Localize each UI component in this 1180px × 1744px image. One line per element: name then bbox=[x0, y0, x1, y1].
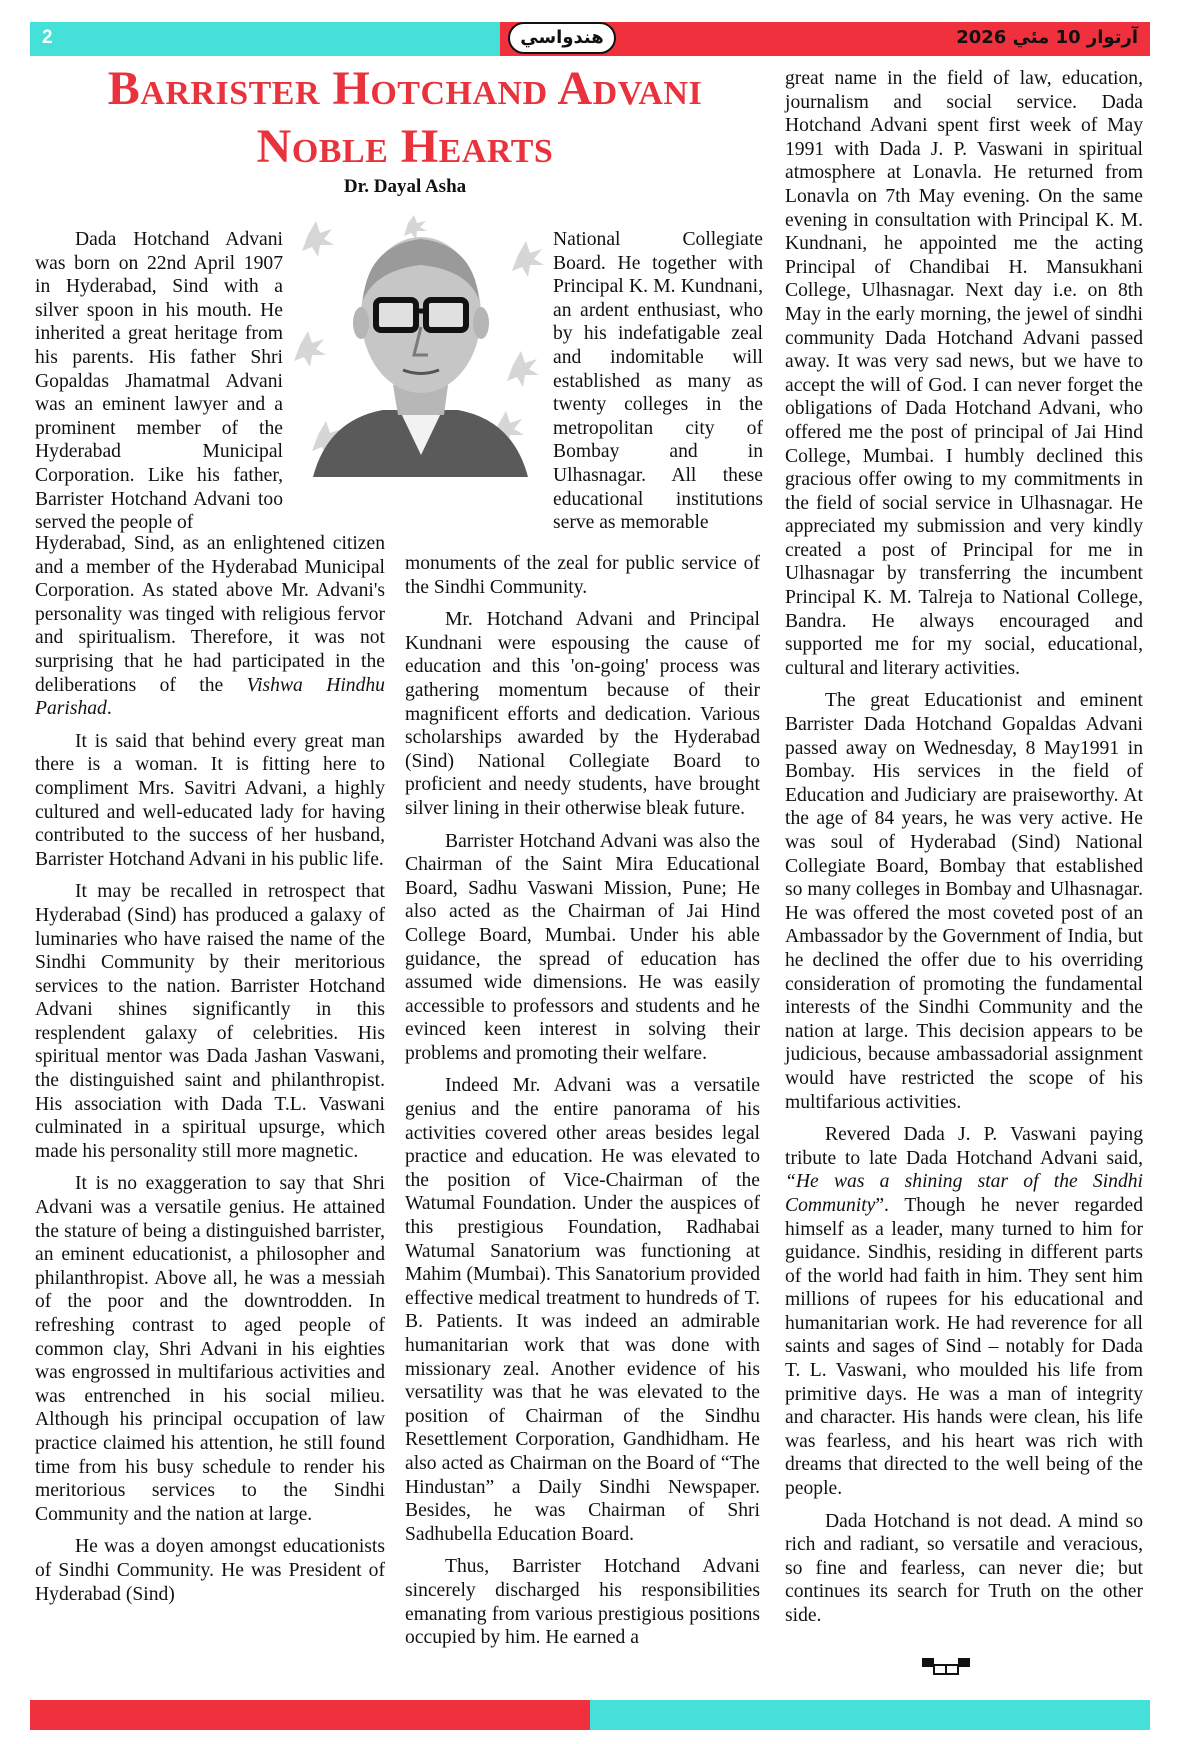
italic-phrase: Vishwa Hindhu Parishad bbox=[35, 674, 385, 720]
paragraph: National Collegiate Board. He together with Principal K. M. Kundnani, an ardent enthusiast, who by his indefatigable zeal and indomitable will established as many as twenty colleges in the metropolitan city of Bombay and in Ulhasnagar. All these educational institutions serve as memorable bbox=[553, 229, 763, 534]
paragraph: great name in the field of law, education, journalism and social service. Dada Hotchand Advani spent first week of May 1991 with Dada J. P. Vaswani in spiritual atmosphere at Lonavla. He returned from Lonavla on 7th May evening. On the same evening in consultation with Principal K. M. Kundnani, he appointed me the acting Principal of Chandibai H. Mansukhani College, Ulhasnagar. Next day i.e. on 8th May in the early morning, the jewel of sindhi community Dada Hotchand Advani passed away. It was very sad news, but we have to accept the will of God. I can never forget the obligations of Dada Hotchand Advani, who offered me the post of principal of Jai Hind College, Mumbai. I humbly declined this gracious offer owing to my commitments in the field of social service in Ulhasnagar. He appreciated my submission and very kindly created a post of Principal for me in Ulhasnagar by transferring the incumbent Principal K. M. Talreja to National College, Bandra. He always encouraged and supported me for my social, educational, cultural and literary activities. bbox=[785, 68, 1143, 679]
author-byline: Dr. Dayal Asha bbox=[343, 176, 467, 197]
article-title bbox=[30, 60, 780, 176]
header-cyan-band bbox=[30, 22, 500, 56]
end-of-article-icon bbox=[922, 1656, 972, 1676]
column-2-lower bbox=[405, 552, 760, 1650]
paragraph: It may be recalled in retrospect that Hyderabad (Sind) has produced a galaxy of luminaries who have raised the name of the Sindhi Community by their meritorious services to the nation. Barrister Hotchand Advani shines significantly in this resplendent galaxy of celebrities. His spiritual mentor was Dada Jashan Vaswani, the distinguished saint and philanthropist. His association with Dada T.L. Vaswani culminated in a spiritual upsurge, which made his personality still more magnetic. bbox=[35, 881, 385, 1162]
paragraph: It is said that behind every great man there is a woman. It is fitting here to compliment Mrs. Savitri Advani, a highly cultured and well-educated lady for having contributed to the success of her husband, Barrister Hotchand Advani in his public life. bbox=[35, 730, 385, 870]
header-bar bbox=[30, 22, 1150, 56]
paragraph: He was a doyen amongst educationists of Sindhi Community. He was President of Hyderabad (Sind) bbox=[35, 1536, 385, 1605]
paragraph: It is no exaggeration to say that Shri Advani was a versatile genius. He attained the stature of being a distinguished barrister, an eminent educationist, a philosopher and philanthropist. Above all, he was a messiah of the poor and the downtrodden. In refreshing contrast to aged people of common clay, Shri Advani in his eighties was engrossed in multifarious activities and was entrenched in his social milieu. Although his principal occupation of law practice claimed his attention, he still found time from his busy schedule to render his meritorious services to the Sindhi Community and the nation at large. bbox=[35, 1173, 385, 1525]
column-3 bbox=[785, 67, 1143, 1628]
paragraph: The great Educationist and eminent Barrister Dada Hotchand Gopaldas Advani passed away on Wednesday, 8 May1991 in Bombay. His services in the field of Education and Judiciary are praiseworthy. At the age of 84 years, he was very active. He was soul of Hyderabad (Sind) National Collegiate Board, Bombay that established so many colleges in Bombay and Ulhasnagar. He was offered the most coveted post of an Ambassador by the Government of India, but he declined the offer due to his overriding consideration of promoting the fundamental interests of the Sindhi Community and the nation at large. This decision appears to be judicious, because ambassadorial assignment would have restricted the scope of his multifarious activities. bbox=[785, 690, 1143, 1113]
portrait-illustration bbox=[288, 215, 554, 477]
title-line-2: Noble Hearts bbox=[256, 120, 554, 173]
column-1-upper bbox=[35, 228, 283, 535]
portrait-photo bbox=[288, 215, 554, 477]
page-number: 2 bbox=[42, 27, 53, 48]
paragraph: Barrister Hotchand Advani was also the Chairman of the Saint Mira Educational Board, Sadhu Vaswani Mission, Pune; He also acted as the Chairman of Jai Hind College Board, Mumbai. Under his able guidance, the spread of education has assumed wide dimensions. He was easily accessible to professors and students and he evinced keen interest in solving their problems and promoting their welfare. bbox=[405, 830, 760, 1064]
paragraph: Thus, Barrister Hotchand Advani sincerely discharged his responsibilities emanating from various prestigious positions occupied by him. He earned a bbox=[405, 1556, 760, 1649]
footer-cyan-band bbox=[590, 1700, 1150, 1730]
paragraph: Hyderabad, Sind, as an enlightened citizen and a member of the Hyderabad Municipal Corporation. As stated above Mr. Advani's personality was tinged with religious fervor and spiritualism. Therefore, it was not surprising that he had participated in the deliberations of the Vishwa Hindhu Parishad. bbox=[35, 533, 385, 720]
column-1-lower bbox=[35, 532, 385, 1606]
paragraph: monuments of the zeal for public service of the Sindhi Community. bbox=[405, 553, 760, 598]
paragraph: Mr. Hotchand Advani and Principal Kundnani were espousing the cause of education and this 'on-going' process was gathering momentum because of their magnificent efforts and dedication. Various scholarships awarded by the Hyderabad (Sind) National Collegiate Board to proficient and needy students, have brought silver lining in their otherwise bleak future. bbox=[405, 609, 760, 819]
paragraph: Indeed Mr. Advani was a versatile genius and the entire panorama of his activities covered other areas besides legal practice and education. He was elevated to the position of Vice-Chairman of the Watumal Foundation. Under the auspices of this prestigious Foundation, Radhabai Watumal Sanatorium was functioning at Mahim (Mumbai). This Sanatorium provided effective medical treatment to hundreds of T. B. Patients. It was indeed an admirable humanitarian work that was done with missionary zeal. Another evidence of his versatility was that he was elevated to the position of Chairman of the Sindhu Resettlement Corporation, Gandhidham. He also acted as Chairman on the Board of “The Hindustan” a Daily Sindhi Newspaper. Besides, he was Chairman of Shri Sadhubella Education Board. bbox=[405, 1075, 761, 1545]
paragraph: Dada Hotchand Advani was born on 22nd April 1907 in Hyderabad, Sind with a silver spoon in his mouth. He inherited a great heritage from his parents. His father Shri Gopaldas Jhamatmal Advani was an eminent lawyer and a prominent member of the Hyderabad Municipal Corporation. Like his father, Barrister Hotchand Advani too served the people of bbox=[35, 229, 283, 534]
title-line-1: Barrister Hotchand Advani bbox=[107, 62, 703, 115]
quote-italic: “He was a shining star of the Sindhi Community bbox=[785, 1171, 1143, 1216]
newspaper-logo: هندواسي bbox=[508, 22, 616, 54]
column-2-upper bbox=[553, 228, 763, 535]
paragraph: Dada Hotchand is not dead. A mind so rich and radiant, so versatile and veracious, so fine and fearless, can never die; but continues its search for Truth on the other side. bbox=[785, 1510, 1143, 1626]
footer-red-band bbox=[30, 1700, 590, 1730]
issue-date: آرتوار 10 مئي 2026 bbox=[956, 27, 1138, 48]
paragraph: Revered Dada J. P. Vaswani paying tribute to late Dada Hotchand Advani said, “He was a shining star of the Sindhi Community”. Though he never regarded himself as a leader, many turned to him for guidance. Sindhis, residing in different parts of the world had faith in him. They sent him millions of rupees for his educational and humanitarian work. He had reverence for all saints and sages of Sind – notably for Dada T. L. Vaswani, who moulded his life from primitive days. He was a man of integrity and character. His hands were clean, his life was fearless, and his heart was rich with dreams that directed to the well being of the people. bbox=[785, 1124, 1143, 1500]
